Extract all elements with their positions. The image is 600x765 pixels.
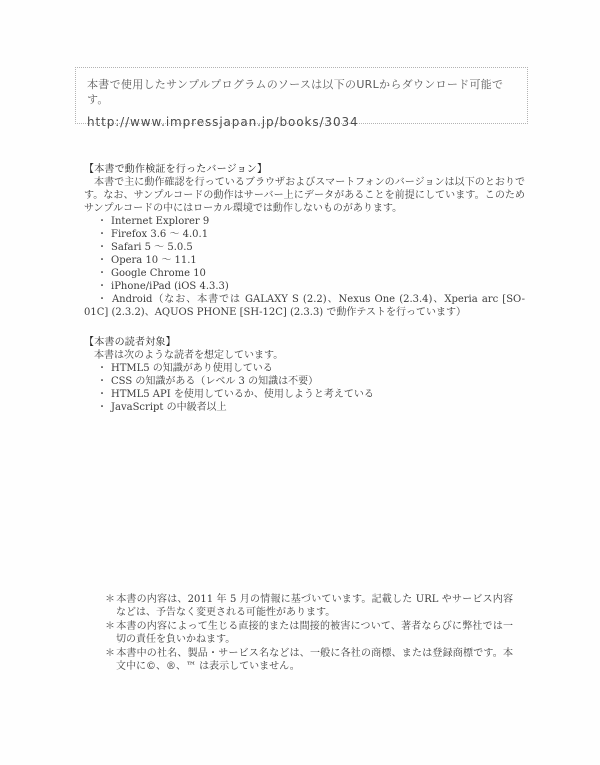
footnote-text: 本書の内容は、2011 年 5 月の情報に基づいています。記載した URL やサービス内容などは、予告なく変更される可能性があります。: [116, 594, 513, 619]
bullet-marker: ・: [97, 389, 107, 400]
bullet-marker: ・: [97, 376, 107, 387]
list-item-text: Safari 5 〜 5.0.5: [111, 242, 193, 253]
reader-section-paragraph: 本書は次のような読者を想定しています。: [84, 350, 284, 361]
footnote-marker: ＊: [105, 620, 116, 632]
list-item-text: Opera 10 〜 11.1: [111, 255, 197, 266]
list-item-text: JavaScript の中級者以上: [111, 402, 227, 413]
reader-section-heading: 【本書の読者対象】: [84, 337, 176, 348]
version-section-heading: 【本書で動作検証を行ったバージョン】: [84, 164, 268, 175]
list-item: [84, 280, 525, 293]
list-item-text: Internet Explorer 9: [111, 216, 210, 227]
footnote-marker: ＊: [105, 594, 116, 605]
list-item: [84, 241, 525, 254]
footnote-text: 本書中の社名、製品・サービス名などは、一般に各社の商標、または登録商標です。本文中に©、®、™ は表示していません。: [116, 647, 513, 673]
download-box: [75, 67, 528, 129]
bullet-marker: ・: [97, 294, 108, 305]
footnote-text: 本書の内容によって生じる直接的または間接的被害について、著者ならびに弊社では一切の責任を負いかねます。: [116, 620, 514, 646]
bullet-marker: ・: [97, 229, 107, 240]
list-item-text: Android（なお、本書では GALAXY S (2.2)、Nexus One (2.3.4)、Xperia arc [SO-01C] (2.3.2)、AQUOS PHONE [SH-12C] (2.3.3) で動作テストを行っています）: [84, 294, 526, 318]
bullet-marker: ・: [97, 216, 107, 227]
footnote: [105, 620, 513, 647]
list-item-text: HTML5 の知識があり使用している: [111, 363, 273, 374]
list-item-text: Firefox 3.6 〜 4.0.1: [111, 229, 209, 240]
bullet-marker: ・: [97, 255, 107, 266]
list-item-text: iPhone/iPad (iOS 4.3.3): [111, 281, 229, 292]
list-item: [84, 293, 525, 319]
reader-section: [84, 336, 525, 414]
list-item: [84, 254, 525, 267]
bullet-marker: ・: [97, 268, 107, 279]
bullet-marker: ・: [97, 402, 107, 413]
list-item: [84, 401, 525, 414]
version-section: [84, 163, 525, 319]
list-item: [84, 375, 525, 388]
list-item-text: HTML5 API を使用しているか、使用しようと考えている: [111, 389, 374, 400]
list-item: [84, 215, 525, 228]
download-url: http://www.impressjapan.jp/books/3034: [87, 115, 359, 129]
bullet-marker: ・: [97, 281, 107, 292]
version-list: [84, 215, 525, 319]
download-note: 本書で使用したサンプルプログラムのソースは以下のURLからダウンロード可能です。: [87, 78, 504, 106]
list-item: [84, 267, 525, 280]
list-item: [84, 228, 525, 241]
bullet-marker: ・: [97, 363, 107, 374]
footnote: [105, 647, 513, 674]
bullet-marker: ・: [97, 242, 107, 253]
list-item-text: Google Chrome 10: [111, 268, 206, 279]
list-item: [84, 362, 525, 375]
reader-list: [84, 362, 525, 414]
version-section-paragraph: 本書で主に動作確認を行っているブラウザおよびスマートフォンのバージョンは以下のとおりです。なお、サンプルコードの動作はサーバー上にデータがあることを前提にしています。このためサンプルコードの中にはローカル環境では動作しないものがあります。: [84, 177, 525, 214]
list-item-text: CSS の知識がある（レベル 3 の知識は不要）: [111, 376, 319, 387]
footnote: [105, 593, 513, 620]
footnote-marker: ＊: [105, 647, 116, 659]
list-item: [84, 388, 525, 401]
footnotes: [105, 593, 513, 673]
